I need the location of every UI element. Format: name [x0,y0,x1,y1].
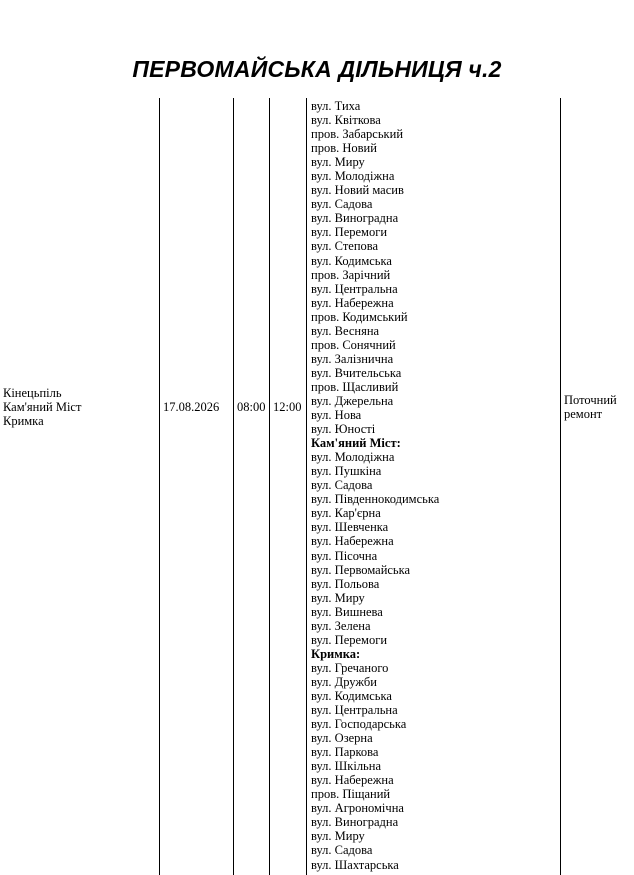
street-item: вул. Кодимська [311,688,392,703]
street-item: вул. Степова [311,239,379,254]
street-item: вул. Новий масив [311,183,404,198]
street-item: вул. Весняна [311,323,380,338]
street-item: вул. Виноградна [311,211,399,226]
street-item: вул. Шкільна [311,759,381,774]
streets-list [311,99,439,872]
date-cell: 17.08.2026 [163,400,220,414]
street-item: вул. Господарська [311,717,407,732]
settlements-cell [3,386,81,428]
street-item: вул. Миру [311,590,365,605]
street-item: вул. Озерна [311,731,373,746]
street-item: пров. Кодимський [311,309,408,324]
street-item: вул. Пушкіна [311,464,382,479]
street-item: вул. Юності [311,422,376,437]
street-item: пров. Щасливий [311,379,399,394]
street-item: вул. Виноградна [311,815,399,830]
street-item: вул. Тиха [311,99,361,113]
street-item: вул. Садова [311,478,373,493]
street-item: пров. Зарічний [311,267,391,282]
street-item: вул. Миру [311,829,365,844]
street-item: пров. Сонячний [311,337,396,352]
street-item: вул. Квіткова [311,113,381,128]
street-item: вул. Польова [311,576,380,591]
street-item: вул. Дружби [311,674,377,689]
street-item: вул. Центральна [311,281,398,296]
street-item: вул. Молодіжна [311,169,395,184]
street-item: вул. Вчительська [311,365,402,380]
street-item: вул. Перемоги [311,632,388,647]
street-item: пров. Забарський [311,127,404,142]
column-divider [306,98,307,875]
street-item: вул. Вишнева [311,604,383,619]
column-divider [560,98,561,875]
street-item: вул. Набережна [311,534,394,549]
street-item: вул. Паркова [311,745,379,760]
time-to-cell: 12:00 [273,400,302,414]
page-title: ПЕРВОМАЙСЬКА ДІЛЬНИЦЯ ч.2 [132,56,502,82]
settlement-name: Кінецьпіль [3,386,62,400]
street-item: вул. Садова [311,197,373,212]
street-item: вул. Молодіжна [311,450,395,465]
street-item: вул. Пісочна [311,548,378,563]
column-divider [269,98,270,875]
street-item: вул. Південнокодимська [311,492,440,507]
street-item: вул. Шевченка [311,520,389,535]
settlement-heading: Кам'яний Міст: [311,436,401,451]
reason-cell [564,393,617,421]
settlement-name: Кримка [3,414,44,428]
street-item: вул. Миру [311,155,365,170]
reason-line: Поточний [564,393,617,407]
street-item: вул. Нова [311,408,362,423]
settlement-name: Кам'яний Міст [3,400,82,414]
street-item: вул. Кодимська [311,253,392,268]
street-item: вул. Зелена [311,618,371,633]
street-item: вул. Набережна [311,295,394,310]
street-item: вул. Залізнична [311,351,394,366]
settlement-heading: Кримка: [311,646,361,661]
street-item: вул. Центральна [311,703,398,718]
street-item: вул. Кар'єрна [311,506,381,521]
reason-line: ремонт [564,407,603,421]
street-item: пров. Піщаний [311,787,391,802]
street-item: вул. Перемоги [311,225,388,240]
column-divider [159,98,160,875]
street-item: вул. Агрономічна [311,801,404,816]
street-item: пров. Новий [311,141,377,156]
column-divider [233,98,234,875]
street-item: вул. Первомайська [311,562,411,577]
time-from-cell: 08:00 [237,400,266,414]
street-item: вул. Шахтарська [311,857,399,872]
street-item: вул. Джерельна [311,393,394,408]
street-item: вул. Гречаного [311,660,389,675]
street-item: вул. Садова [311,843,373,858]
street-item: вул. Набережна [311,773,394,788]
